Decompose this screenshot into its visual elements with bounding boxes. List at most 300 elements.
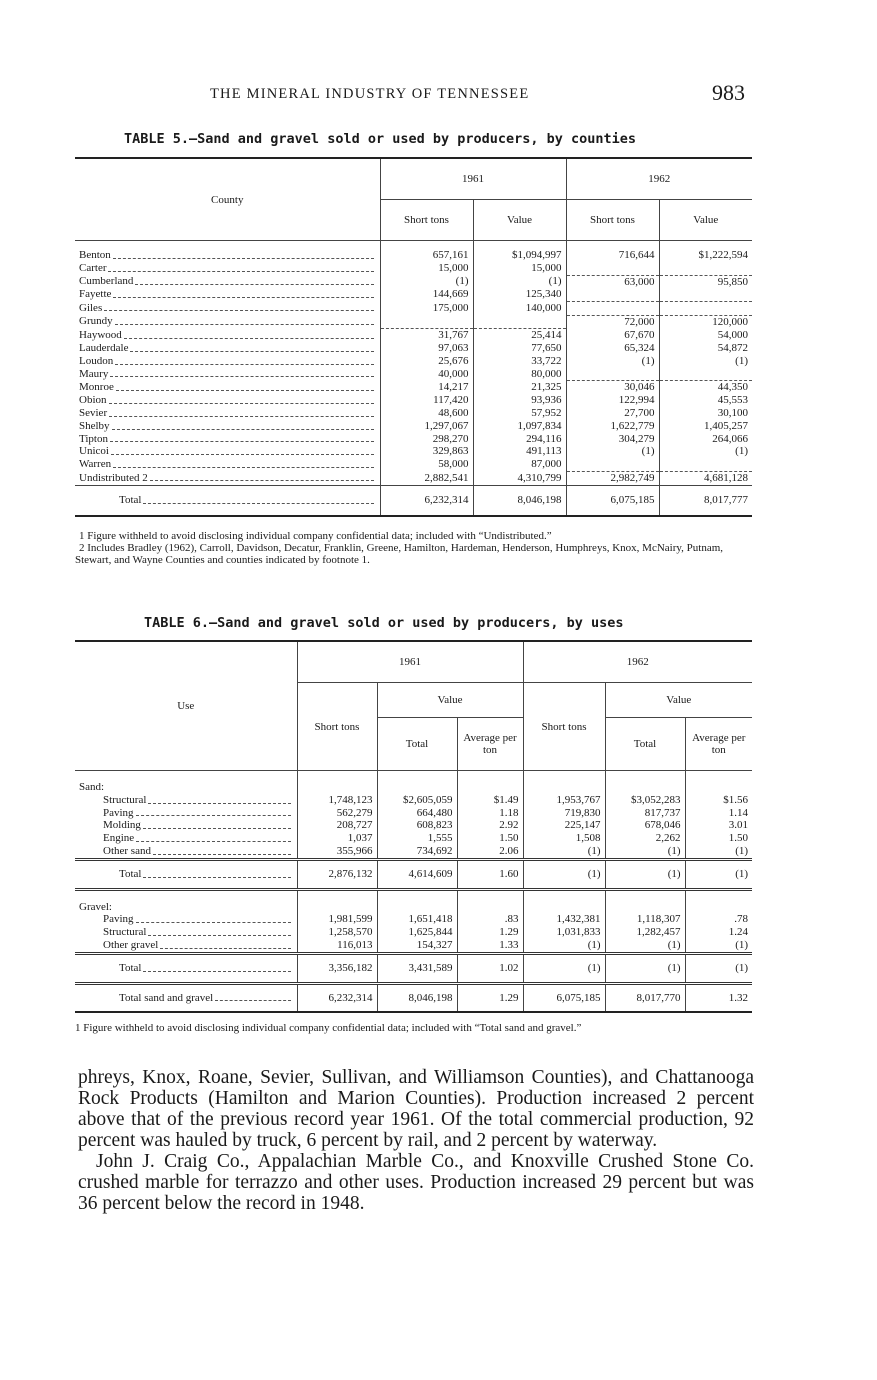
cell-t61: 15,000	[380, 262, 473, 275]
cell-t61: 175,000	[380, 302, 473, 316]
t6-col-short-tons-1962: Short tons	[523, 683, 605, 771]
cell-t61: 14,217	[380, 381, 473, 394]
county-cell	[75, 262, 380, 275]
use-cell-leader	[79, 913, 293, 926]
sand-total-row-t62: (1)	[523, 859, 605, 889]
sand-total-row-t61: 2,876,132	[297, 859, 377, 889]
county-cell	[75, 472, 380, 486]
gravel-total-row-t61: 3,356,182	[297, 953, 377, 983]
table5	[75, 157, 752, 517]
cell-v61: 154,327	[377, 939, 457, 953]
county-cell	[75, 368, 380, 381]
cell-a62: .78	[685, 913, 752, 926]
county-cell-leader	[79, 315, 376, 328]
table5-footnotes	[75, 530, 752, 566]
county-cell-leader	[79, 445, 376, 458]
cell-t62	[566, 262, 659, 275]
dot-leader	[143, 868, 290, 878]
county-cell	[75, 433, 380, 446]
cell-t62: 2,982,749	[566, 472, 659, 486]
gravel-total-row-v62: (1)	[605, 953, 685, 983]
cell-v62	[659, 302, 752, 316]
county-cell	[75, 420, 380, 433]
gravel-total-row-label	[75, 953, 297, 983]
year-1962: 1962	[566, 158, 752, 200]
grand-total-row-v61: 8,046,198	[377, 983, 457, 1012]
cell-v62: $3,052,283	[605, 794, 685, 807]
cell-t61: 1,748,123	[297, 794, 377, 807]
county-cell-label: Unicoi	[79, 445, 109, 458]
t6-col-total-1962: Total	[605, 718, 685, 771]
table6-title: TABLE 6.—Sand and gravel sold or used by producers, by uses	[144, 615, 624, 631]
table-row	[75, 420, 752, 433]
cell-a62: 1.14	[685, 807, 752, 820]
cell-t62: (1)	[523, 845, 605, 859]
dot-leader	[148, 794, 290, 804]
cell-v61: 15,000	[473, 262, 566, 275]
county-cell	[75, 458, 380, 471]
use-cell	[75, 807, 297, 820]
county-cell	[75, 445, 380, 458]
cell-t62: (1)	[523, 939, 605, 953]
table-row	[75, 302, 752, 316]
dot-leader	[124, 329, 374, 339]
t6-col-value-1961: Value	[377, 683, 523, 718]
cell-a61: 2.92	[457, 819, 523, 832]
gravel-section-label: Gravel:	[79, 900, 112, 913]
total-v62: 8,017,777	[659, 485, 752, 515]
use-cell-label: Molding	[103, 819, 141, 832]
col-short-tons-1962: Short tons	[566, 200, 659, 241]
dot-leader	[110, 368, 373, 378]
dot-leader	[215, 992, 290, 1002]
cell-v61: 87,000	[473, 458, 566, 471]
cell-t62: 304,279	[566, 433, 659, 446]
county-cell-label: Loudon	[79, 354, 114, 367]
sand-total-row-v61: 4,614,609	[377, 859, 457, 889]
cell-a61: 1.29	[457, 926, 523, 939]
use-cell-leader	[79, 926, 293, 939]
county-cell	[75, 381, 380, 394]
dot-leader	[143, 962, 290, 972]
cell-v61: (1)	[473, 275, 566, 288]
county-cell-leader	[79, 458, 376, 471]
county-cell-leader	[79, 275, 376, 288]
cell-v61: 734,692	[377, 845, 457, 859]
cell-t62: 225,147	[523, 819, 605, 832]
table-row	[75, 241, 752, 262]
empty-cell	[605, 889, 685, 913]
use-cell	[75, 913, 297, 926]
grand-total-row	[75, 983, 752, 1012]
gravel-total-row-v61: 3,431,589	[377, 953, 457, 983]
cell-v62	[659, 262, 752, 275]
table-row	[75, 913, 752, 926]
dot-leader	[108, 262, 373, 272]
dot-leader	[130, 342, 373, 352]
county-cell-leader	[79, 381, 376, 394]
cell-v62: (1)	[659, 355, 752, 368]
table-row	[75, 819, 752, 832]
use-cell	[75, 819, 297, 832]
cell-v61: 1,555	[377, 832, 457, 845]
t6-col-total-1961: Total	[377, 718, 457, 771]
cell-a62: 1.50	[685, 832, 752, 845]
total-t62: 6,075,185	[566, 485, 659, 515]
t6-year-1961: 1961	[297, 641, 523, 683]
sand-total-row-a62: (1)	[685, 859, 752, 889]
total-row	[75, 485, 752, 515]
use-cell-leader	[79, 832, 293, 845]
t6-col-short-tons-1961: Short tons	[297, 683, 377, 771]
cell-t61: 1,037	[297, 832, 377, 845]
empty-cell	[523, 889, 605, 913]
dot-leader	[136, 832, 290, 842]
use-cell-label: Paving	[103, 913, 134, 926]
total-t61: 6,232,314	[380, 485, 473, 515]
cell-v62: 2,262	[605, 832, 685, 845]
use-cell-label: Structural	[103, 926, 147, 939]
empty-cell	[457, 889, 523, 913]
dot-leader	[112, 420, 374, 430]
county-cell-label: Carter	[79, 261, 107, 274]
cell-a62: 3.01	[685, 819, 752, 832]
table-row	[75, 926, 752, 939]
dot-leader	[109, 394, 374, 404]
t6-year-1962: 1962	[523, 641, 752, 683]
table5-title: TABLE 5.—Sand and gravel sold or used by producers, by counties	[124, 131, 637, 147]
cell-t61: 208,727	[297, 819, 377, 832]
cell-v61: 140,000	[473, 302, 566, 316]
cell-t61: 298,270	[380, 433, 473, 446]
cell-t62: 67,670	[566, 329, 659, 342]
table-row	[75, 832, 752, 845]
sand-total-row	[75, 859, 752, 889]
cell-v61: 1,097,834	[473, 420, 566, 433]
county-cell-label: Obion	[79, 394, 107, 407]
page-number: 983	[712, 80, 745, 105]
table-row	[75, 807, 752, 820]
table-row	[75, 381, 752, 394]
table-row	[75, 262, 752, 275]
col-use: Use	[177, 700, 195, 712]
empty-cell	[457, 771, 523, 794]
cell-a61: 2.06	[457, 845, 523, 859]
cell-v61	[473, 315, 566, 328]
county-cell	[75, 394, 380, 407]
table-row	[75, 288, 752, 301]
cell-a62: 1.24	[685, 926, 752, 939]
sand-total-row-label	[75, 859, 297, 889]
cell-t62	[566, 302, 659, 316]
county-cell	[75, 355, 380, 368]
cell-t62: (1)	[566, 445, 659, 458]
cell-t61: 329,863	[380, 445, 473, 458]
use-cell-label: Engine	[103, 832, 135, 845]
running-header: THE MINERAL INDUSTRY OF TENNESSEE	[210, 86, 530, 102]
year-1961: 1961	[380, 158, 566, 200]
county-cell-leader	[79, 302, 376, 315]
cell-v61: 21,325	[473, 381, 566, 394]
cell-t62: 1,622,779	[566, 420, 659, 433]
use-cell-leader	[79, 794, 293, 807]
cell-v61: 491,113	[473, 445, 566, 458]
cell-t61: 58,000	[380, 458, 473, 471]
cell-a62: (1)	[685, 939, 752, 953]
county-cell-leader	[79, 249, 376, 262]
cell-v61: 608,823	[377, 819, 457, 832]
gravel-total-row-label-label: Total	[119, 961, 142, 974]
cell-v62	[659, 368, 752, 381]
gravel-total-row-a61: 1.02	[457, 953, 523, 983]
county-cell-label: Giles	[79, 301, 103, 314]
county-cell-label: Benton	[79, 249, 111, 261]
table-row	[75, 275, 752, 288]
cell-t62: 719,830	[523, 807, 605, 820]
table6	[75, 640, 752, 1013]
use-cell	[75, 845, 297, 859]
grand-total-row-v62: 8,017,770	[605, 983, 685, 1012]
cell-a62: (1)	[685, 845, 752, 859]
use-cell-label: Other sand	[103, 844, 151, 857]
total-label-cell-leader	[79, 494, 376, 507]
table-row	[75, 355, 752, 368]
empty-cell	[297, 771, 377, 794]
cell-v62: 54,000	[659, 329, 752, 342]
cell-v62	[659, 288, 752, 301]
gravel-total-row	[75, 953, 752, 983]
table-row	[75, 472, 752, 486]
county-cell-label: Undistributed 2	[79, 471, 148, 484]
table-row	[75, 315, 752, 328]
cell-a61: 1.50	[457, 832, 523, 845]
t6-col-avg-1962: Average per ton	[685, 718, 752, 771]
cell-t61: 97,063	[380, 342, 473, 355]
sand-total-row-label-label: Total	[119, 867, 142, 880]
cell-a62: $1.56	[685, 794, 752, 807]
col-value-1961: Value	[473, 200, 566, 241]
grand-total-row-a61: 1.29	[457, 983, 523, 1012]
sand-section	[75, 771, 752, 794]
county-cell	[75, 342, 380, 355]
dot-leader	[104, 302, 373, 312]
cell-v62: 4,681,128	[659, 472, 752, 486]
dot-leader	[110, 433, 374, 443]
sand-section-label: Sand:	[79, 781, 105, 793]
cell-v62: 120,000	[659, 315, 752, 328]
body-paragraph-2: John J. Craig Co., Appalachian Marble Co., and Knoxville Crushed Stone Co. crushed marble for terrazzo and other uses. Production increased 29 percent but was 36 percent below the record in 1948.	[78, 1151, 754, 1214]
cell-t61: 25,676	[380, 355, 473, 368]
cell-v62: 44,350	[659, 381, 752, 394]
gravel-total-row-label-leader	[79, 962, 293, 975]
cell-v61: 1,625,844	[377, 926, 457, 939]
dot-leader	[111, 445, 374, 455]
cell-v61: 80,000	[473, 368, 566, 381]
table-row	[75, 407, 752, 420]
dot-leader	[113, 249, 374, 259]
cell-v62: 678,046	[605, 819, 685, 832]
county-cell-label: Tipton	[79, 432, 108, 445]
cell-t61: 117,420	[380, 394, 473, 407]
use-cell	[75, 794, 297, 807]
use-cell	[75, 832, 297, 845]
empty-cell	[377, 771, 457, 794]
dot-leader	[109, 407, 373, 417]
gravel-section	[75, 889, 752, 913]
empty-cell	[685, 889, 752, 913]
cell-t61: 355,966	[297, 845, 377, 859]
cell-v62: 45,553	[659, 394, 752, 407]
empty-cell	[605, 771, 685, 794]
col-county: County	[211, 193, 244, 206]
cell-t61: 40,000	[380, 368, 473, 381]
sand-total-row-label-leader	[79, 868, 293, 881]
empty-cell	[297, 889, 377, 913]
cell-t62: 65,324	[566, 342, 659, 355]
cell-t61: 562,279	[297, 807, 377, 820]
body-paragraph-1: phreys, Knox, Roane, Sevier, Sullivan, and Williamson Counties), and Chattanooga Rock Products (Hamilton and Marion Counties). Production increased 2 percent above that of the previous record year 1961. Of the total commercial production, 92 percent was hauled by truck, 6 percent by rail, and 2 percent by waterway.	[78, 1067, 754, 1151]
table-row	[75, 342, 752, 355]
cell-v62: 30,100	[659, 407, 752, 420]
cell-v62: 1,118,307	[605, 913, 685, 926]
grand-total-row-a62: 1.32	[685, 983, 752, 1012]
county-cell-label: Fayette	[79, 288, 112, 301]
t6-col-value-1962: Value	[605, 683, 752, 718]
county-cell-leader	[79, 355, 376, 368]
county-cell-leader	[79, 342, 376, 355]
cell-t62: (1)	[566, 355, 659, 368]
cell-a61: .83	[457, 913, 523, 926]
use-cell	[75, 939, 297, 953]
county-cell-label: Cumberland	[79, 275, 134, 288]
cell-t61: 31,767	[380, 329, 473, 342]
dot-leader	[113, 288, 373, 298]
use-cell-label: Paving	[103, 806, 134, 819]
table-row	[75, 368, 752, 381]
grand-total-row-label-label: Total sand and gravel	[119, 991, 214, 1004]
cell-v61: 294,116	[473, 433, 566, 446]
dot-leader	[115, 355, 373, 365]
dot-leader	[115, 315, 374, 325]
dot-leader	[150, 472, 374, 482]
cell-t62	[566, 368, 659, 381]
use-cell-label: Structural	[103, 793, 147, 806]
cell-t62: 30,046	[566, 381, 659, 394]
cell-v61: 93,936	[473, 394, 566, 407]
cell-t62: 72,000	[566, 315, 659, 328]
table-row	[75, 329, 752, 342]
cell-v62	[659, 458, 752, 471]
cell-t62: 27,700	[566, 407, 659, 420]
cell-t62: 1,432,381	[523, 913, 605, 926]
dot-leader	[136, 807, 291, 817]
cell-t61: 48,600	[380, 407, 473, 420]
cell-t61: 657,161	[380, 241, 473, 262]
dot-leader	[136, 913, 291, 923]
cell-a61: 1.18	[457, 807, 523, 820]
cell-v62: $1,222,594	[659, 241, 752, 262]
cell-t62: 63,000	[566, 275, 659, 288]
county-cell-label: Haywood	[79, 328, 122, 341]
county-cell-leader	[79, 262, 376, 275]
t6-col-avg-1961: Average per ton	[457, 718, 523, 771]
cell-t61: 1,297,067	[380, 420, 473, 433]
table5-footnote-2: 2 Includes Bradley (1962), Carroll, Davidson, Decatur, Franklin, Greene, Hamilton, Hardeman, Henderson, Humphreys, Knox, McNairy, Putnam, Stewart, and Wayne Counties and counties indicated by footnote 1.	[75, 542, 724, 566]
cell-t62: 1,031,833	[523, 926, 605, 939]
table-row	[75, 794, 752, 807]
county-cell	[75, 315, 380, 328]
dot-leader	[113, 458, 373, 468]
cell-v61: $1,094,997	[473, 241, 566, 262]
use-cell-leader	[79, 819, 293, 832]
grand-total-row-t62: 6,075,185	[523, 983, 605, 1012]
gravel-total-row-a62: (1)	[685, 953, 752, 983]
dot-leader	[148, 926, 290, 936]
cell-t62: 1,508	[523, 832, 605, 845]
county-cell-leader	[79, 368, 376, 381]
cell-v62: (1)	[659, 445, 752, 458]
table-row	[75, 394, 752, 407]
cell-v62: 817,737	[605, 807, 685, 820]
empty-cell	[377, 889, 457, 913]
sand-total-row-v62: (1)	[605, 859, 685, 889]
table-row	[75, 433, 752, 446]
dot-leader	[135, 275, 373, 285]
county-cell-leader	[79, 329, 376, 342]
cell-t62: 716,644	[566, 241, 659, 262]
cell-a61: 1.33	[457, 939, 523, 953]
cell-v61: 1,651,418	[377, 913, 457, 926]
use-cell-label: Other gravel	[103, 938, 159, 951]
table-row	[75, 445, 752, 458]
dot-leader	[153, 845, 291, 855]
empty-cell	[523, 771, 605, 794]
cell-v61: 33,722	[473, 355, 566, 368]
cell-t62	[566, 458, 659, 471]
dot-leader	[143, 494, 373, 504]
body-text	[78, 1067, 754, 1214]
county-cell	[75, 302, 380, 316]
cell-v62: 95,850	[659, 275, 752, 288]
cell-t61: 1,981,599	[297, 913, 377, 926]
cell-t61: 144,669	[380, 288, 473, 301]
cell-v62: (1)	[605, 939, 685, 953]
county-cell-label: Monroe	[79, 380, 114, 393]
use-cell	[75, 926, 297, 939]
county-cell	[75, 329, 380, 342]
use-cell-leader	[79, 807, 293, 820]
use-cell-leader	[79, 845, 293, 858]
cell-t61	[380, 315, 473, 328]
county-cell	[75, 241, 380, 262]
use-cell-leader	[79, 939, 293, 952]
gravel-total-row-t62: (1)	[523, 953, 605, 983]
col-short-tons-1961: Short tons	[380, 200, 473, 241]
cell-v62: 1,282,457	[605, 926, 685, 939]
cell-t61: 2,882,541	[380, 472, 473, 486]
county-cell-label: Maury	[79, 367, 109, 380]
col-value-1962: Value	[659, 200, 752, 241]
dot-leader	[160, 939, 290, 949]
cell-v61: $2,605,059	[377, 794, 457, 807]
cell-v61: 664,480	[377, 807, 457, 820]
cell-v62: 264,066	[659, 433, 752, 446]
county-cell-leader	[79, 407, 376, 420]
total-label-cell-label: Total	[119, 493, 142, 506]
dot-leader	[116, 381, 374, 391]
table5-footnote-1: 1 Figure withheld to avoid disclosing individual company confidential data; included with “Undistributed.”	[79, 530, 552, 542]
table6-footnote-1: 1 Figure withheld to avoid disclosing individual company confidential data; included with “Total sand and gravel.”	[75, 1022, 582, 1034]
